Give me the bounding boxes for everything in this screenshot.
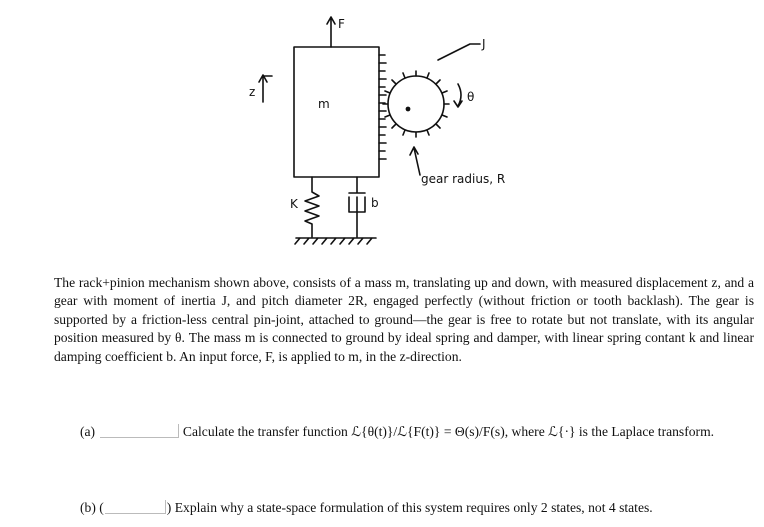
inertia-leader <box>438 44 480 60</box>
radius-arrow <box>410 147 420 175</box>
inertia-label: J <box>482 37 486 51</box>
spring <box>305 177 319 237</box>
z-arrow <box>259 75 272 102</box>
question-a-text: Calculate the transfer function ℒ{θ(t)}/ℒ{F(t)} = Θ(s)/F(s), where ℒ{·} is the Laplace transform. <box>182 424 715 439</box>
question-b-text: Explain why a state-space formulation of this system requires only 2 states, not 4 states. <box>174 500 653 515</box>
question-a-label: (a) <box>80 424 96 439</box>
spring-label: K <box>290 197 298 211</box>
question-b <box>54 498 758 517</box>
question-a <box>54 422 758 441</box>
gear-radius-label: gear radius, R <box>421 172 506 186</box>
rack-teeth <box>379 55 386 159</box>
displacement-label: z <box>249 85 256 99</box>
damper-label: b <box>371 196 379 210</box>
question-b-close: ) <box>166 500 172 515</box>
problem-description: The rack+pinion mechanism shown above, consists of a mass m, translating up and down, with measured displacement z, and a gear with moment of inertia J, and pitch diameter 2R, engaged perfectly (without friction or tooth backlash). The gear is supported by a friction-less central pin-joint, attached to ground—the gear is free to rotate but not translate, with its angular position measured by θ. The mass m is connected to ground by ideal spring and damper, with linear spring contant k and linear damping coefficient b. An input force, F, is applied to m, in the z-direction. <box>54 275 754 364</box>
mass-label: m <box>318 97 330 111</box>
gear-teeth <box>383 71 449 137</box>
mass-block <box>294 47 379 177</box>
force-arrow <box>327 17 335 47</box>
angle-label: θ <box>467 90 475 104</box>
ground <box>295 238 376 244</box>
gear-pin <box>406 107 411 112</box>
answer-blank-a[interactable] <box>100 424 179 438</box>
force-label: F <box>338 17 345 31</box>
damper <box>349 177 365 237</box>
question-b-label: (b) ( <box>80 500 104 515</box>
answer-blank-b[interactable] <box>105 500 166 514</box>
theta-arrow <box>454 84 462 107</box>
